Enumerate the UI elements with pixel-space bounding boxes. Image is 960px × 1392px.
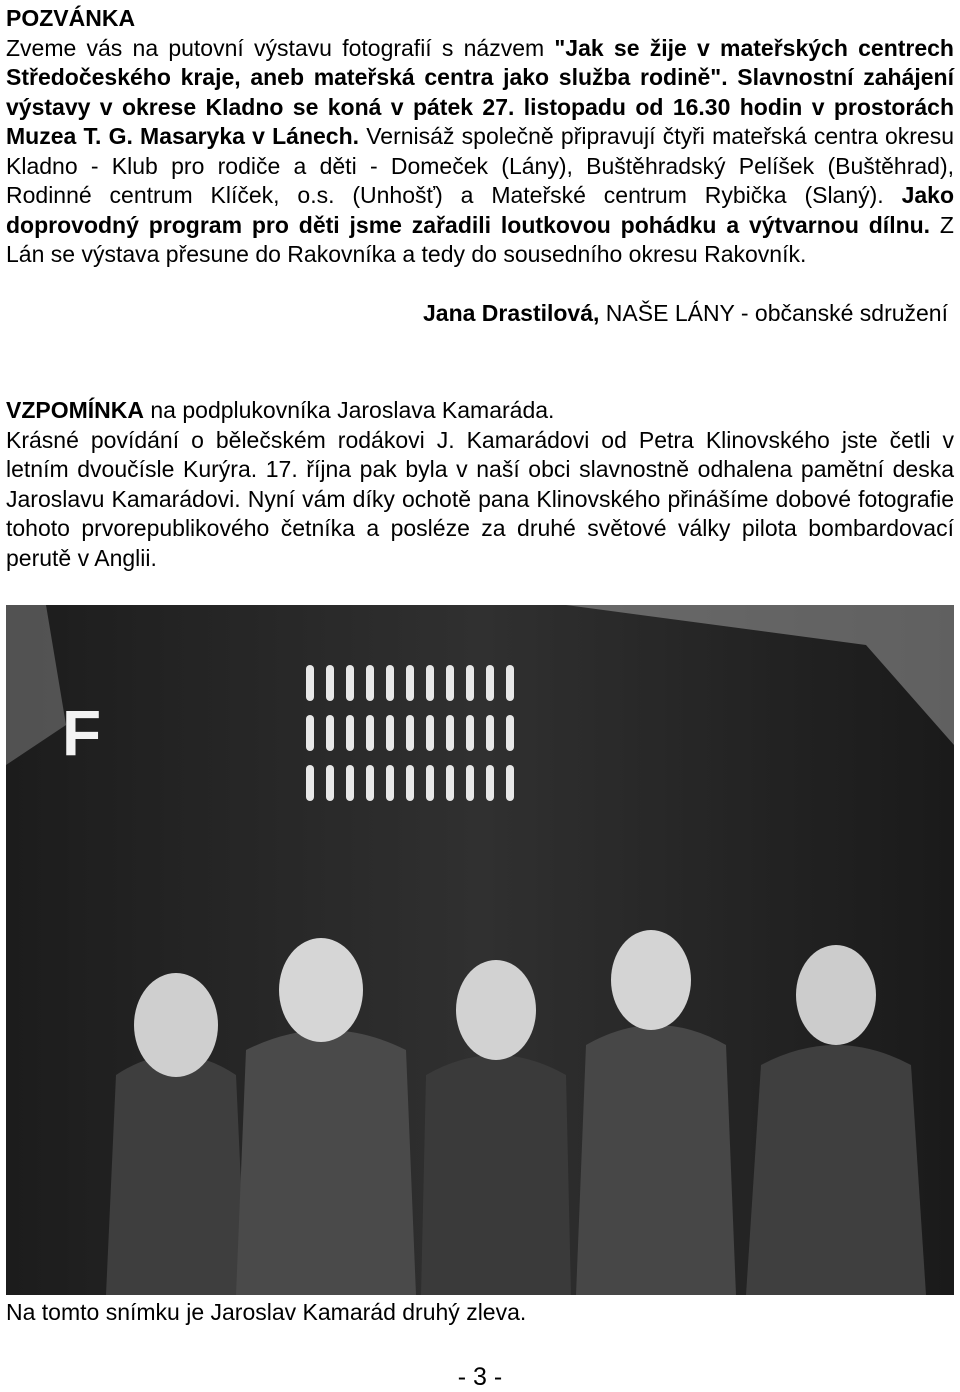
- mission-marking: [446, 715, 454, 751]
- mission-marking: [346, 715, 354, 751]
- mission-marking: [466, 765, 474, 801]
- mission-marking: [506, 765, 514, 801]
- mission-marking: [506, 715, 514, 751]
- mission-marking: [346, 765, 354, 801]
- mission-marking: [366, 765, 374, 801]
- mission-marking: [306, 715, 314, 751]
- mission-marking: [386, 665, 394, 701]
- airman-2-face: [279, 938, 363, 1042]
- mission-marking: [346, 665, 354, 701]
- mission-marking: [326, 715, 334, 751]
- airman-3: [421, 1055, 571, 1295]
- invitation-intro: Zveme vás na putovní výstavu fotografií s názvem: [6, 34, 555, 61]
- mission-marking: [486, 765, 494, 801]
- airman-3-face: [456, 960, 536, 1060]
- mission-marking: [446, 765, 454, 801]
- airman-1: [106, 1055, 246, 1295]
- memorial-article: [6, 396, 954, 573]
- memorial-body: Krásné povídání o bělečském rodákovi J. Kamarádovi od Petra Klinovského jste četli v letním dvoučísle Kurýra. 17. října pak byla v naší obci slavnostně odhalena pamětní deska Jaroslavu Kamarádovi. Nyní vám díky ochotě pana Klinovského přinášíme dobové fotografie tohoto prvorepublikového četníka a posléze za druhé světové války pilota bombardovací perutě v Anglii.: [6, 426, 954, 571]
- mission-marking: [366, 665, 374, 701]
- memorial-heading: VZPOMÍNKA: [6, 397, 144, 423]
- historical-photo: [6, 605, 954, 1295]
- author-name: Jana Drastilová,: [422, 300, 600, 326]
- mission-marking: [406, 665, 414, 701]
- mission-marking: [386, 715, 394, 751]
- photo-illustration: [6, 605, 954, 1295]
- airman-5: [746, 1045, 926, 1295]
- invitation-paragraph: [6, 34, 954, 270]
- program-text: Jako doprovodný program pro děti jsme zařadili loutkovou pohádku a výtvarnou dílnu.: [6, 182, 955, 238]
- mission-marking: [406, 715, 414, 751]
- mission-marking: [486, 665, 494, 701]
- mission-marking: [466, 665, 474, 701]
- mission-marking: [466, 715, 474, 751]
- mission-marking: [366, 715, 374, 751]
- invitation-article: [6, 4, 955, 326]
- airman-4: [576, 1025, 736, 1295]
- mission-marking: [326, 665, 334, 701]
- mission-marking: [506, 665, 514, 701]
- mission-marking: [306, 665, 314, 701]
- mission-marking: [326, 765, 334, 801]
- invitation-heading: POZVÁNKA: [6, 5, 136, 31]
- mission-marking: [386, 765, 394, 801]
- author-org: NAŠE LÁNY - občanské sdružení: [599, 300, 948, 326]
- mission-marking: [406, 765, 414, 801]
- aircraft-letter: F: [62, 697, 102, 769]
- mission-marking: [306, 765, 314, 801]
- mission-marking: [486, 715, 494, 751]
- mission-marking: [426, 765, 434, 801]
- photo-caption: Na tomto snímku je Jaroslav Kamarád druhý zleva.: [6, 1299, 527, 1325]
- memorial-heading-line: [6, 396, 954, 426]
- exhibition-title: "Jak se žije v mateřských centrech Středočeského kraje, aneb mateřská centra jako služba rodině". Slavnostní zahájení výstavy v okrese Kladno se koná v pátek 27. listopadu od 16.30 hodin v prostorách Muzea T. G. Masaryka v Lánech.: [6, 34, 954, 149]
- mission-marking: [446, 665, 454, 701]
- airman-4-face: [611, 930, 691, 1030]
- page-number: - 3 -: [457, 1363, 503, 1391]
- travel-text: Z Lán se výstava přesune do Rakovníka a tedy do sousedního okresu Rakovník.: [6, 211, 954, 267]
- memorial-subheading: na podplukovníka Jaroslava Kamaráda.: [144, 397, 555, 423]
- vernissage-text: Vernisáž společně připravují čtyři mateřská centra okresu Kladno - Klub pro rodiče a děti - Domeček (Lány), Buštěhradský Pelíšek (Buštěhrad), Rodinné centrum Klíček, o.s. (Unhošť) a Mateřské centrum Rybička (Slaný).: [6, 123, 955, 208]
- mission-marking: [426, 665, 434, 701]
- mission-marking: [426, 715, 434, 751]
- airman-5-face: [796, 945, 876, 1045]
- airman-1-face: [134, 973, 218, 1077]
- airman-2: [236, 1030, 416, 1295]
- author-signature: [423, 299, 948, 329]
